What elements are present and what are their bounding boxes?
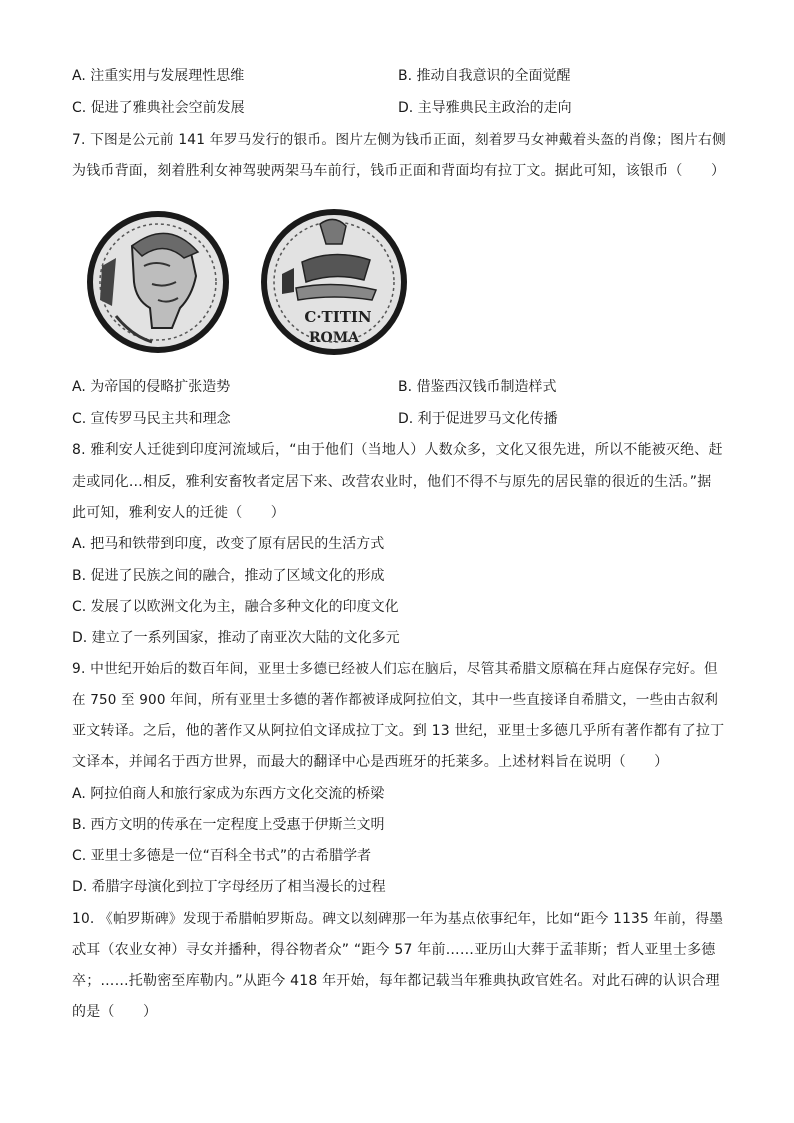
q7-stem-line-2: 为钱币背面，刻着胜利女神驾驶两架马车前行，钱币正面和背面均有拉丁文。据此可知，该银币（ ） (72, 163, 726, 179)
q7-option-d[interactable]: D. 利于促进罗马文化传播 (398, 411, 558, 427)
q6-option-d[interactable]: D. 主导雅典民主政治的走向 (398, 100, 572, 116)
q7-option-c[interactable]: C. 宣传罗马民主共和理念 (72, 411, 231, 427)
q7-stem-line-1: 7. 下图是公元前 141 年罗马发行的银币。图片左侧为钱币正面，刻着罗马女神戴着头盔的肖像；图片右侧 (72, 132, 726, 148)
q8-option-a[interactable]: A. 把马和铁带到印度，改变了原有居民的生活方式 (72, 536, 385, 552)
roman-coin-image (72, 196, 422, 366)
q9-stem-line-4: 文译本，并闻名于西方世界，而最大的翻译中心是西班牙的托莱多。上述材料旨在说明（ ） (72, 754, 669, 770)
q6-option-a[interactable]: A. 注重实用与发展理性思维 (72, 68, 245, 84)
q9-stem-line-3: 亚文转译。之后，他的著作又从阿拉伯文译成拉丁文。到 13 世纪，亚里士多德几乎所有著作都有了拉丁 (72, 723, 725, 739)
q9-option-d[interactable]: D. 希腊字母演化到拉丁字母经历了相当漫长的过程 (72, 879, 386, 895)
q8-option-d[interactable]: D. 建立了一系列国家，推动了南亚次大陆的文化多元 (72, 630, 400, 646)
coin-legend-top: C·TITIN (304, 308, 372, 326)
q7-option-a[interactable]: A. 为帝国的侵略扩张造势 (72, 379, 231, 395)
q8-option-c[interactable]: C. 发展了以欧洲文化为主，融合多种文化的印度文化 (72, 599, 399, 615)
q8-stem-line-3: 此可知，雅利安人的迁徙（ ） (72, 505, 285, 521)
q9-option-b[interactable]: B. 西方文明的传承在一定程度上受惠于伊斯兰文明 (72, 817, 385, 833)
q9-stem-line-1: 9. 中世纪开始后的数百年间，亚里士多德已经被人们忘在脑后，尽管其希腊文原稿在拜占庭保存完好。但 (72, 661, 718, 677)
q9-option-c[interactable]: C. 亚里士多德是一位“百科全书式”的古希腊学者 (72, 848, 372, 864)
q8-option-b[interactable]: B. 促进了民族之间的融合，推动了区域文化的形成 (72, 568, 385, 584)
q10-stem-line-2: 忒耳（农业女神）寻女并播种，得谷物者众” “距今 57 年前……亚历山大葬于孟菲斯；哲人亚里士多德 (72, 942, 716, 958)
q10-stem-line-3: 卒；……托勒密至库勒内。”从距今 418 年开始，每年都记载当年雅典执政官姓名。对此石碑的认识合理 (72, 973, 720, 989)
coin-reverse (264, 212, 404, 352)
q6-option-c[interactable]: C. 促进了雅典社会空前发展 (72, 100, 245, 116)
q9-option-a[interactable]: A. 阿拉伯商人和旅行家成为东西方文化交流的桥梁 (72, 786, 385, 802)
q6-option-b[interactable]: B. 推动自我意识的全面觉醒 (398, 68, 571, 84)
coin-legend-bottom: ROMA (308, 330, 360, 346)
q7-option-b[interactable]: B. 借鉴西汉钱币制造样式 (398, 379, 557, 395)
q10-stem-line-1: 10. 《帕罗斯碑》发现于希腊帕罗斯岛。碑文以刻碑那一年为基点依事纪年，比如“距今 1135 年前，得墨 (72, 911, 724, 927)
q9-stem-line-2: 在 750 至 900 年间，所有亚里士多德的著作都被译成阿拉伯文，其中一些直接译自希腊文，一些由古叙利 (72, 692, 719, 708)
q8-stem-line-1: 8. 雅利安人迁徙到印度河流域后，“由于他们（当地人）人数众多，文化又很先进，所以不能被灭绝、赶 (72, 442, 723, 458)
coin-obverse (90, 214, 226, 350)
q8-stem-line-2: 走或同化…相反，雅利安畜牧者定居下来、改营农业时，他们不得不与原先的居民靠的很近的生活。”据 (72, 474, 712, 490)
q10-stem-line-4: 的是（ ） (72, 1004, 158, 1020)
